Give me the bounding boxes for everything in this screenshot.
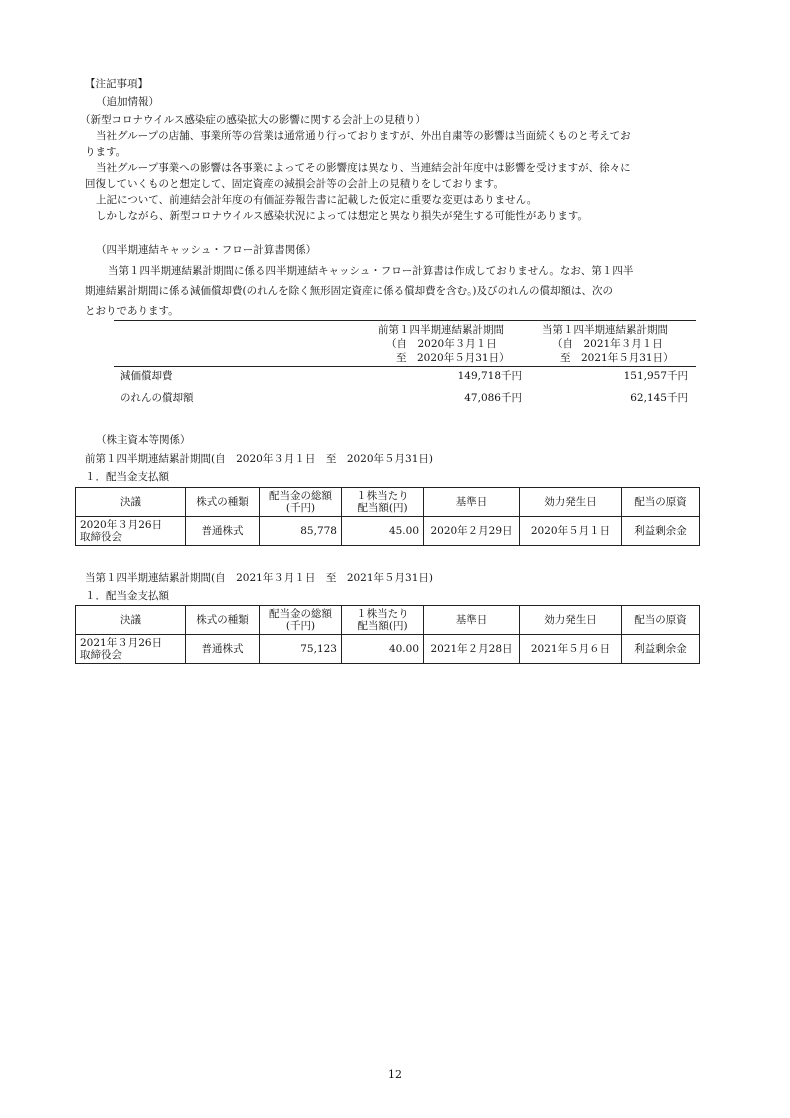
col-share-type: 株式の種類 — [186, 488, 260, 517]
cell-source: 利益剰余金 — [622, 517, 700, 546]
dividend-table-curr — [75, 605, 700, 664]
cell-resolution: 2021年３月26日 取締役会 — [76, 635, 186, 664]
col-per-share: １株当たり 配当額(円) — [342, 606, 424, 635]
cell-share-type: 普通株式 — [186, 635, 260, 664]
amortization-curr-header: 至 2021年５月31日） — [560, 352, 674, 364]
amortization-row-curr: 62,145千円 — [630, 392, 688, 404]
amortization-curr-header: 当第１四半期連結累計期間 — [542, 324, 668, 336]
amortization-row-prev: 47,086千円 — [464, 392, 522, 404]
amortization-row-label: のれんの償却額 — [120, 392, 194, 404]
dividend-table-header-row — [76, 606, 700, 635]
equity-prev-period: 前第１四半期連結累計期間(自 2020年３月１日 至 2020年５月31日) — [85, 453, 433, 465]
additional-info-line: 当社グループの店舗、事業所等の営業は通常通り行っておりますが、外出自粛等の影響は当面続くものと考えてお — [96, 130, 631, 142]
amortization-prev-header: 至 2020年５月31日） — [396, 352, 510, 364]
cashflow-line: 当第１四半期連結累計期間に係る四半期連結キャッシュ・フロー計算書は作成しておりません。なお、第１四半 — [108, 265, 634, 277]
amortization-row-label: 減価償却費 — [120, 370, 173, 382]
col-total-dividend: 配当金の総額 (千円) — [260, 606, 342, 635]
cell-effective-date: 2020年５月１日 — [520, 517, 622, 546]
cell-source: 利益剰余金 — [622, 635, 700, 664]
cell-record-date: 2020年２月29日 — [424, 517, 520, 546]
dividend-table-prev — [75, 487, 700, 546]
cashflow-heading: （四半期連結キャッシュ・フロー計算書関係） — [96, 244, 317, 256]
additional-info-line: ります。 — [85, 146, 127, 158]
amortization-prev-header: （自 2020年３月１日 — [386, 338, 497, 350]
additional-info-line: 当社グループ事業への影響は各事業によってその影響度は異なり、当連結会計年度中は影響を受けますが、徐々に — [96, 162, 631, 174]
col-per-share: １株当たり 配当額(円) — [342, 488, 424, 517]
additional-info-line: 上記について、前連結会計年度の有価証券報告書に記載した仮定に重要な変更はありません。 — [96, 194, 538, 206]
col-effective-date: 効力発生日 — [520, 488, 622, 517]
additional-info-line: しかしながら、新型コロナウイルス感染状況によっては想定と異なり損失が発生する可能性があります。 — [96, 210, 589, 222]
col-resolution: 決議 — [76, 606, 186, 635]
col-source: 配当の原資 — [622, 488, 700, 517]
amortization-prev-header: 前第１四半期連結累計期間 — [378, 324, 504, 336]
notes-heading: 【注記事項】 — [85, 78, 148, 90]
table-row — [76, 517, 700, 546]
additional-info-line: 回復していくものと想定して、固定資産の減損会計等の会計上の見積りをしております。 — [85, 178, 504, 190]
col-effective-date: 効力発生日 — [520, 606, 622, 635]
cashflow-line: 期連結累計期間に係る減価償却費(のれんを除く無形固定資産に係る償却費を含む。)及びのれんの償却額は、次の — [85, 285, 613, 297]
cell-per-share: 40.00 — [342, 635, 424, 664]
amortization-row-curr: 151,957千円 — [623, 370, 688, 382]
dividend-table-header-row — [76, 488, 700, 517]
amortization-curr-header: （自 2021年３月１日 — [552, 338, 663, 350]
cell-total-dividend: 75,123 — [260, 635, 342, 664]
equity-curr-period: 当第１四半期連結累計期間(自 2021年３月１日 至 2021年５月31日) — [85, 572, 433, 584]
cell-effective-date: 2021年５月６日 — [520, 635, 622, 664]
amortization-row-prev: 149,718千円 — [457, 370, 522, 382]
col-total-dividend: 配当金の総額 (千円) — [260, 488, 342, 517]
cashflow-line: とおりであります。 — [85, 305, 179, 317]
amortization-table-top-rule — [114, 320, 696, 321]
cell-total-dividend: 85,778 — [260, 517, 342, 546]
col-share-type: 株式の種類 — [186, 606, 260, 635]
col-resolution: 決議 — [76, 488, 186, 517]
additional-info-subheading: （新型コロナウイルス感染症の感染拡大の影響に関する会計上の見積り） — [80, 114, 426, 126]
equity-prev-subheading: １．配当金支払額 — [85, 471, 169, 483]
amortization-table-header-rule — [114, 366, 696, 367]
col-source: 配当の原資 — [622, 606, 700, 635]
cell-record-date: 2021年２月28日 — [424, 635, 520, 664]
equity-heading: （株主資本等関係） — [96, 434, 191, 446]
additional-info-heading: （追加情報） — [96, 96, 159, 108]
col-record-date: 基準日 — [424, 606, 520, 635]
table-row — [76, 635, 700, 664]
cell-resolution: 2020年３月26日 取締役会 — [76, 517, 186, 546]
col-record-date: 基準日 — [424, 488, 520, 517]
cell-per-share: 45.00 — [342, 517, 424, 546]
page-number: 12 — [388, 1068, 402, 1081]
equity-curr-subheading: １．配当金支払額 — [85, 590, 169, 602]
cell-share-type: 普通株式 — [186, 517, 260, 546]
